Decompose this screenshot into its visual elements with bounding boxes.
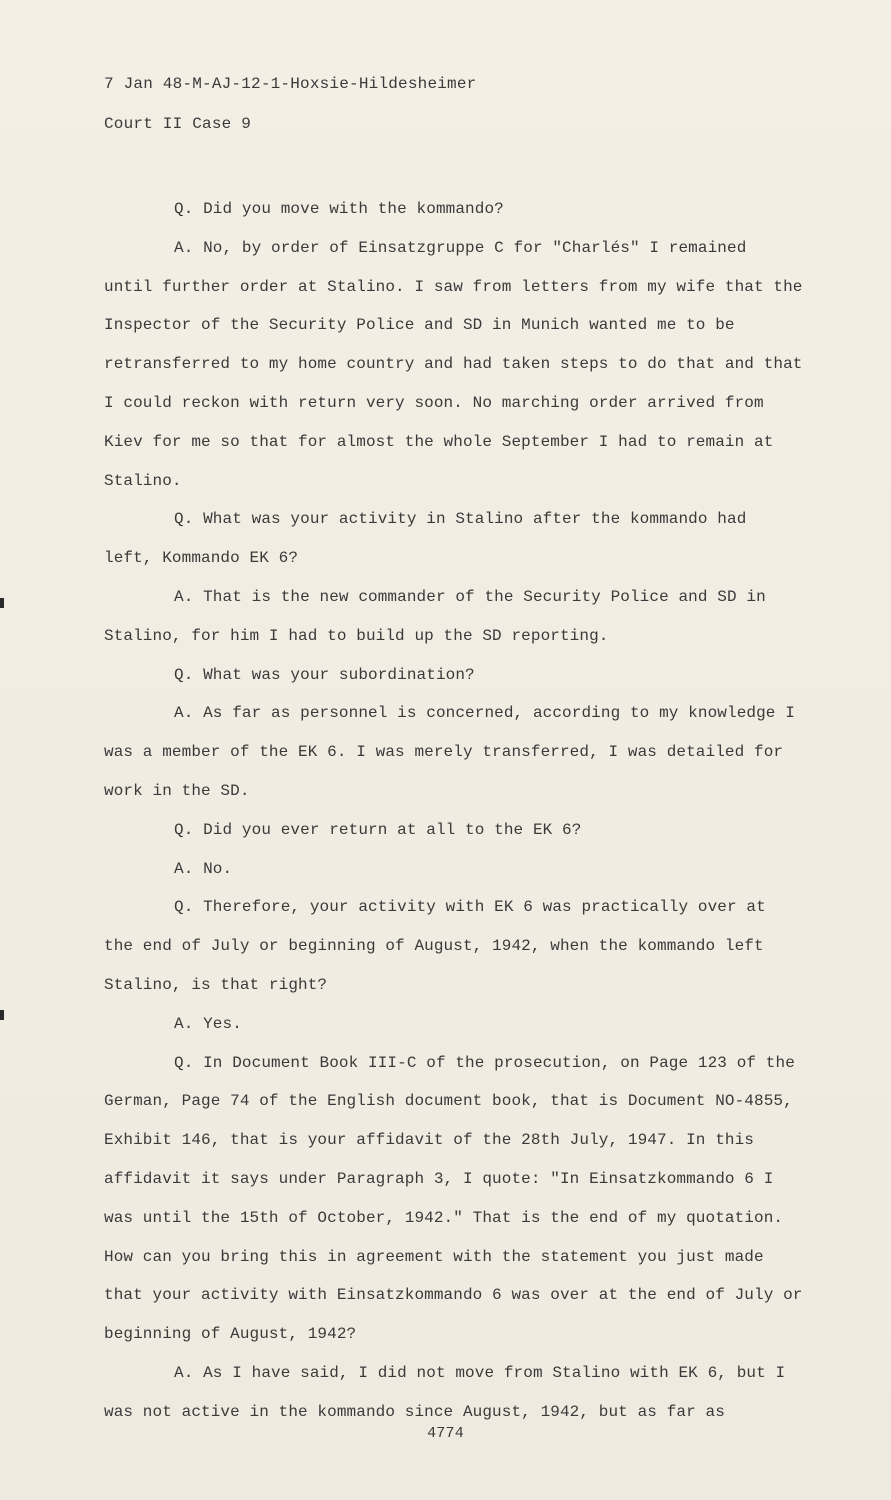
transcript-paragraph: A. No, by order of Einsatzgruppe C for "Charlés" I remained until further order at Stalino. I saw from letters from my wife that the Inspector of the Security Police and SD in Munich wanted me to be retransferred to my home country and had taken steps to do that and that I could reckon with return very soon. No marching order arrived from Kiev for me so that for almost the whole September I had to remain at Stalino. <box>104 238 803 490</box>
binding-mark <box>0 1010 4 1020</box>
page-number: 4774 <box>427 1425 464 1442</box>
transcript-body <box>104 190 804 1432</box>
transcript-paragraph: A. As far as personnel is concerned, according to my knowledge I was a member of the EK 6. I was merely transferred, I was detailed for work in the SD. <box>104 704 795 800</box>
binding-mark <box>0 598 4 608</box>
document-reference: 7 Jan 48-M-AJ-12-1-Hoxsie-Hildesheimer <box>104 75 477 93</box>
transcript-paragraph: Q. Therefore, your activity with EK 6 was practically over at the end of July or beginning of August, 1942, when the kommando left Stalino, is that right? <box>104 898 766 994</box>
transcript-paragraph: Q. What was your activity in Stalino after the kommando had left, Kommando EK 6? <box>104 510 747 568</box>
transcript-paragraph: A. Yes. <box>174 1014 242 1033</box>
transcript-paragraph: A. That is the new commander of the Security Police and SD in Stalino, for him I had to build up the SD reporting. <box>104 587 766 645</box>
transcript-paragraph: Q. Did you move with the kommando? <box>174 200 504 218</box>
transcript-paragraph: Q. In Document Book III-C of the prosecution, on Page 123 of the German, Page 74 of the English document book, that is Document NO-4855, Exhibit 146, that is your affidavit of the 28th July, 1947. In this affidavit it says under Paragraph 3, I quote: "In Einsatzkommando 6 I was until the 15th of October, 1942." That is the end of my quotation. How can you bring this in agreement with the statement you just made that your activity with Einsatzkommando 6 was over at the end of July or beginning of August, 1942? <box>104 1053 803 1344</box>
transcript-paragraph: A. No. <box>174 859 233 878</box>
court-case-label: Court II Case 9 <box>104 115 252 133</box>
transcript-paragraph: Q. Did you ever return at all to the EK 6? <box>174 820 582 839</box>
transcript-paragraph: Q. What was your subordination? <box>174 665 475 684</box>
transcript-paragraph: A. As I have said, I did not move from Stalino with EK 6, but I was not active in the kommando since August, 1942, but as far as <box>104 1363 786 1421</box>
